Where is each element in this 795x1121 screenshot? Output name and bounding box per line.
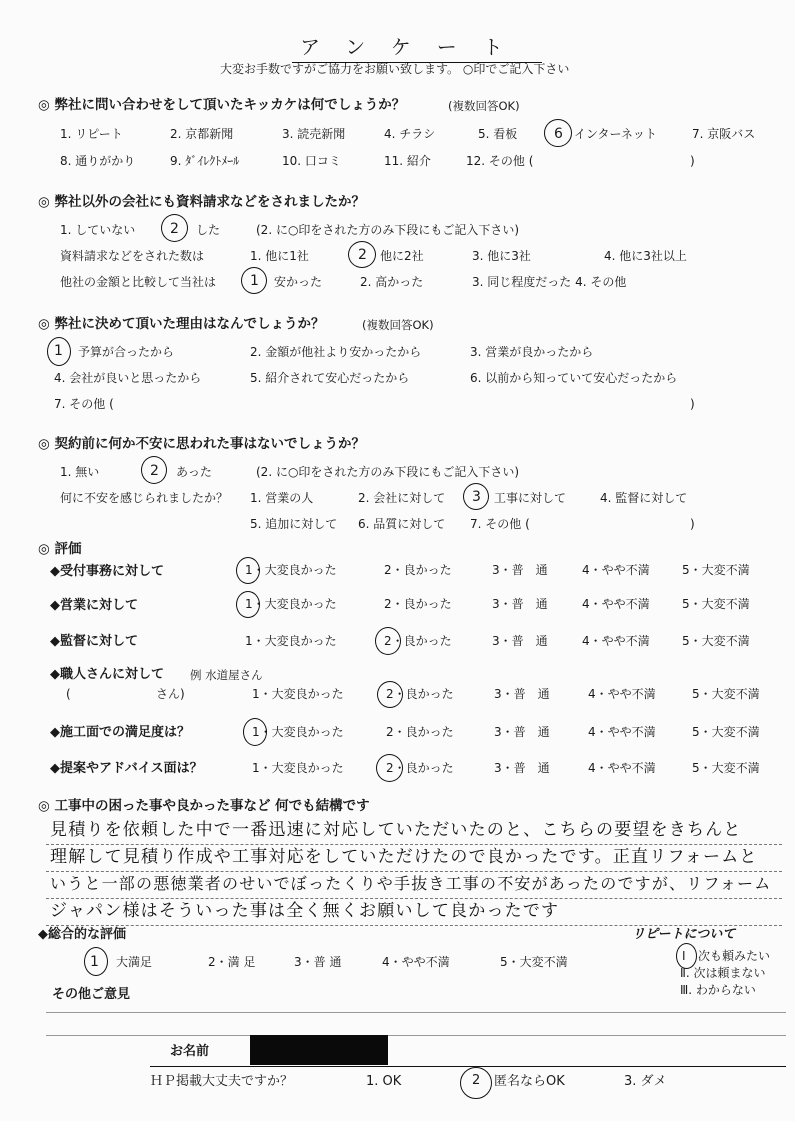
eval-row-1-opt-2[interactable]: 2・良かった [384, 563, 452, 577]
q4-worry-7-close: ) [690, 517, 695, 531]
eval-row-6-opt-5[interactable]: 5・大変不満 [692, 761, 760, 775]
eval-row-5-opt-1[interactable]: 1・大変良かった [252, 725, 344, 739]
q1-opt-7[interactable]: 7. 京阪バス [692, 127, 756, 141]
q2-count-label: 資料請求などをされた数は [60, 249, 205, 263]
eval-row-4-label: ◆職人さんに対して [50, 667, 164, 682]
overall-opt-3[interactable]: 3・普 通 [294, 955, 342, 969]
q2-opt-2-circle [161, 214, 188, 242]
q2-compare-1-label[interactable]: 安かった [274, 275, 323, 289]
q4-opt-1[interactable]: 1. 無い [60, 465, 100, 479]
q3-opt-7[interactable]: 7. その他 ( [54, 397, 114, 411]
overall-opt-4[interactable]: 4・やや不満 [382, 955, 450, 969]
eval-row-2-opt-1[interactable]: 1・大変良かった [245, 597, 337, 611]
q3-opt-1-label[interactable]: 予算が合ったから [78, 345, 175, 359]
craftsman-paren-open: ( [66, 687, 71, 701]
q2-compare-2[interactable]: 2. 高かった [360, 275, 424, 289]
eval-row-3-opt-1[interactable]: 1・大変良かった [245, 634, 337, 648]
q1-opt-1[interactable]: 1. リピート [60, 127, 123, 141]
q3-heading: ◎ 弊社に決めて頂いた理由はなんでしょうか？ [38, 316, 325, 332]
comment-line-4 [46, 925, 782, 926]
eval-row-5-opt-2[interactable]: 2・良かった [386, 725, 454, 739]
q4-opt-2-label[interactable]: あった [176, 465, 212, 479]
repeat-opt-1-num[interactable]: Ⅰ [682, 949, 686, 963]
q3-opt-2[interactable]: 2. 金額が他社より安かったから [250, 345, 422, 359]
eval-row-2-circle [236, 591, 260, 618]
q1-heading: ◎ 弊社に問い合わせをして頂いたキッカケは何でしょうか？ [38, 97, 406, 113]
q3-note: (複数回答OK) [362, 318, 434, 332]
comment-text-4[interactable]: ジャパン様はそういった事は全く無くお願いして良かったです [50, 901, 560, 921]
eval-row-3-opt-4[interactable]: 4・やや不満 [582, 634, 650, 648]
q4-opt-2-num[interactable]: 2 [150, 463, 159, 479]
q3-opt-5[interactable]: 5. 紹介されて安心だったから [250, 371, 410, 385]
eval-row-1-opt-5[interactable]: 5・大変不満 [682, 563, 750, 577]
repeat-opt-2[interactable]: Ⅱ. 次は頼まない [680, 966, 766, 980]
q1-opt-10[interactable]: 10. 口コミ [282, 154, 341, 168]
q4-worry-1[interactable]: 1. 営業の人 [250, 491, 314, 505]
name-line [150, 1066, 786, 1067]
name-label: お名前 [170, 1044, 210, 1059]
eval-row-4-circle [377, 681, 403, 708]
eval-row-6-opt-4[interactable]: 4・やや不満 [588, 761, 656, 775]
q4-worry-3-label[interactable]: 工事に対して [494, 491, 567, 505]
q3-opt-6[interactable]: 6. 以前から知っていて安心だったから [470, 371, 678, 385]
q1-opt-12-close: ) [690, 154, 695, 168]
eval-row-3-opt-5[interactable]: 5・大変不満 [682, 634, 750, 648]
eval-row-5-label: ◆施工面での満足度は？ [50, 725, 190, 740]
q2-count-2-num[interactable]: 2 [358, 247, 367, 263]
hp-opt-3[interactable]: 3. ダメ [624, 1074, 667, 1089]
q2-count-2-circle [348, 241, 376, 268]
eval-row-3-label: ◆監督に対して [50, 634, 138, 649]
hp-opt-2-circle [460, 1067, 492, 1099]
q3-opt-1-num[interactable]: 1 [54, 343, 63, 359]
eval-row-6-opt-2[interactable]: 2・良かった [386, 761, 454, 775]
q1-opt-5[interactable]: 5. 看板 [478, 127, 518, 141]
craftsman-example: 例 水道屋さん [190, 668, 263, 682]
q1-opt-11[interactable]: 11. 紹介 [384, 154, 431, 168]
overall-opt-5[interactable]: 5・大変不満 [500, 955, 568, 969]
q2-opt-2-label[interactable]: した [196, 223, 221, 237]
eval-row-2-opt-5[interactable]: 5・大変不満 [682, 597, 750, 611]
eval-row-4-opt-2[interactable]: 2・良かった [386, 687, 454, 701]
comment-text-3[interactable]: いうと一部の悪徳業者のせいでぼったくりや手抜き工事の不安があったのですが、リフォーム [50, 874, 772, 893]
other-opinion-label: その他ご意見 [52, 987, 131, 1002]
comment-text-2[interactable]: 理解して見積り作成や工事対応をしていただけたので良かったです。正直リフォームと [50, 847, 758, 867]
eval-row-1-circle [236, 557, 260, 584]
q2-count-2-label[interactable]: 他に2社 [380, 249, 424, 263]
q1-opt-6-label[interactable]: インターネット [574, 127, 657, 141]
hp-opt-2-label[interactable]: 匿名ならOK [494, 1074, 565, 1089]
eval-row-3-opt-3[interactable]: 3・普 通 [492, 634, 548, 648]
comment-line-1 [46, 844, 782, 845]
q2-count-4[interactable]: 4. 他に3社以上 [604, 249, 687, 263]
q4-note: (2. に○印をされた方のみ下段にもご記入下さい) [256, 465, 520, 479]
q4-worry-4[interactable]: 4. 監督に対して [600, 491, 688, 505]
q2-compare-label: 他社の金額と比較して当社は [60, 275, 217, 289]
q2-count-1[interactable]: 1. 他に1社 [250, 249, 309, 263]
q2-opt-2-num[interactable]: 2 [170, 221, 179, 237]
q4-opt-2-circle [141, 456, 167, 484]
craftsman-paren-close: さん) [156, 687, 185, 701]
eval-row-2-opt-4[interactable]: 4・やや不満 [582, 597, 650, 611]
repeat-opt-3[interactable]: Ⅲ. わからない [680, 983, 756, 997]
eval-row-2-opt-3[interactable]: 3・普 通 [492, 597, 548, 611]
q4-worry-5[interactable]: 5. 追加に対して [250, 517, 338, 531]
eval-row-4-opt-1[interactable]: 1・大変良かった [252, 687, 344, 701]
q1-opt-4[interactable]: 4. チラシ [384, 127, 436, 141]
comment-text-1[interactable]: 見積りを依頼した中で一番迅速に対応していただいたのと、こちらの要望をきちんと [50, 820, 742, 840]
overall-opt-2[interactable]: 2・満 足 [208, 955, 256, 969]
eval-row-5-opt-5[interactable]: 5・大変不満 [692, 725, 760, 739]
name-redaction [250, 1035, 388, 1065]
q3-opt-7-close: ) [690, 397, 695, 411]
eval-row-1-opt-3[interactable]: 3・普 通 [492, 563, 548, 577]
q1-opt-3[interactable]: 3. 読売新聞 [282, 127, 346, 141]
q1-opt-6-circle [544, 119, 572, 147]
eval-row-1-opt-4[interactable]: 4・やや不満 [582, 563, 650, 577]
subtitle: 大変お手数ですがご協力をお願い致します。 ○印でご記入下さい [220, 62, 570, 76]
eval-row-6-label: ◆提案やアドバイス面は？ [50, 761, 203, 776]
q2-heading: ◎ 弊社以外の会社にも資料請求などをされましたか？ [38, 194, 365, 210]
eval-row-4-opt-5[interactable]: 5・大変不満 [692, 687, 760, 701]
eval-heading: ◎ 評価 [38, 541, 82, 557]
eval-row-6-opt-3[interactable]: 3・普 通 [494, 761, 550, 775]
eval-row-1-opt-1[interactable]: 1・大変良かった [245, 563, 337, 577]
eval-row-6-circle [376, 754, 403, 782]
eval-row-5-opt-4[interactable]: 4・やや不満 [588, 725, 656, 739]
hp-opt-1[interactable]: 1. OK [366, 1074, 402, 1089]
q2-compare-1-circle [241, 267, 267, 294]
q3-opt-4[interactable]: 4. 会社が良いと思ったから [54, 371, 202, 385]
q4-worry-3-circle [463, 483, 489, 510]
q1-opt-9[interactable]: 9. ﾀﾞｲﾚｸﾄﾒｰﾙ [170, 154, 240, 168]
q2-compare-1-num[interactable]: 1 [250, 273, 259, 289]
q1-opt-2[interactable]: 2. 京都新聞 [170, 127, 234, 141]
q3-opt-3[interactable]: 3. 営業が良かったから [470, 345, 594, 359]
q4-worry-label: 何に不安を感じられましたか？ [60, 491, 229, 505]
overall-heading: ◆総合的な評価 [38, 927, 126, 942]
q2-opt-1[interactable]: 1. していない [60, 223, 136, 237]
q4-worry-2[interactable]: 2. 会社に対して [358, 491, 446, 505]
q1-opt-12[interactable]: 12. その他 ( [466, 154, 534, 168]
q2-compare-3[interactable]: 3. 同じ程度だった 4. その他 [472, 275, 627, 289]
hp-opt-2-num[interactable]: 2 [472, 1073, 481, 1088]
q2-note: (2. に○印をされた方のみ下段にもご記入下さい) [256, 223, 520, 237]
q1-note: (複数回答OK) [448, 99, 520, 113]
comment-line-3 [46, 898, 782, 899]
eval-row-5-circle [243, 718, 267, 746]
eval-row-1-label: ◆受付事務に対して [50, 564, 164, 579]
q4-worry-3-num[interactable]: 3 [472, 489, 481, 505]
comments-heading: ◎ 工事中の困った事や良かった事など 何でも結構です [38, 798, 370, 814]
q4-heading: ◎ 契約前に何か不安に思われた事はないでしょうか？ [38, 436, 365, 452]
eval-row-6-opt-1[interactable]: 1・大変良かった [252, 761, 344, 775]
eval-row-4-opt-4[interactable]: 4・やや不満 [588, 687, 656, 701]
overall-opt-1[interactable]: 大満足 [116, 955, 153, 969]
page-title: アンケート [300, 35, 529, 59]
overall-selected-num[interactable]: 1 [90, 954, 99, 970]
q2-count-3[interactable]: 3. 他に3社 [472, 249, 531, 263]
repeat-opt-1-label[interactable]: 次も頼みたい [698, 949, 771, 963]
overall-circle [84, 947, 108, 976]
eval-row-3-opt-2[interactable]: 2・良かった [384, 634, 452, 648]
q4-worry-7[interactable]: 7. その他 ( [470, 517, 530, 531]
comment-line-2 [46, 871, 782, 872]
q1-opt-8[interactable]: 8. 通りがかり [60, 154, 136, 168]
q4-worry-6[interactable]: 6. 品質に対して [358, 517, 446, 531]
opinion-line-2 [46, 1035, 786, 1036]
eval-row-3-circle [375, 627, 401, 655]
q3-opt-1-circle [47, 337, 71, 366]
opinion-line-1 [46, 1012, 786, 1013]
eval-row-4-opt-3[interactable]: 3・普 通 [494, 687, 550, 701]
repeat-heading: リピートについて [632, 927, 736, 942]
hp-question: ＨＰ掲載大丈夫ですか？ [150, 1074, 294, 1089]
eval-row-5-opt-3[interactable]: 3・普 通 [494, 725, 550, 739]
eval-row-2-label: ◆営業に対して [50, 598, 138, 613]
eval-row-2-opt-2[interactable]: 2・良かった [384, 597, 452, 611]
q1-opt-6-num[interactable]: 6 [554, 126, 563, 142]
